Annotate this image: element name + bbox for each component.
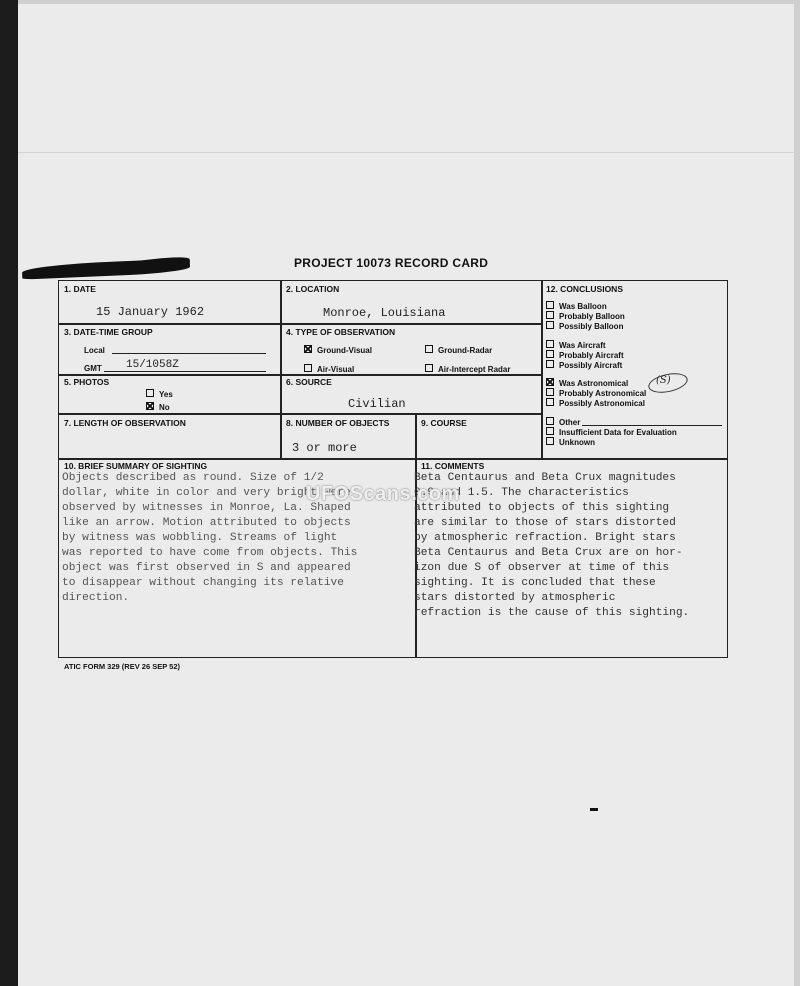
summary-line: object was first observed in S and appeared — [62, 562, 351, 574]
probably-aircraft-label: Probably Aircraft — [559, 351, 624, 360]
was-aircraft-checkbox — [546, 340, 554, 348]
course-label: 9. COURSE — [421, 418, 467, 428]
source-label: 6. SOURCE — [286, 377, 332, 387]
option-air-intercept-radar — [425, 364, 510, 374]
conclusions-label: 12. CONCLUSIONS — [546, 284, 623, 294]
scan-right-edge — [794, 0, 800, 986]
summary-label: 10. BRIEF SUMMARY OF SIGHTING — [64, 461, 208, 471]
probably-aircraft-checkbox — [546, 350, 554, 358]
other-checkbox — [546, 417, 554, 425]
conclusion-possibly-astronomical — [546, 398, 645, 408]
stray-mark — [590, 808, 598, 811]
summary-line: Objects described as round. Size of 1/2 — [62, 472, 324, 484]
conclusion-was-astronomical — [546, 378, 628, 388]
watermark: UFOScans.com — [306, 483, 460, 505]
date-label: 1. DATE — [64, 284, 96, 294]
local-label: Local — [84, 346, 105, 355]
possibly-balloon-label: Possibly Balloon — [559, 322, 624, 331]
comments-label: 11. COMMENTS — [421, 461, 485, 471]
comment-line: are similar to those of stars distorted — [414, 517, 676, 529]
conclusion-probably-astronomical — [546, 388, 646, 398]
divider-row-3 — [58, 413, 542, 415]
insufficient-data-checkbox — [546, 427, 554, 435]
summary-line: by witness was wobbling. Streams of light — [62, 532, 338, 544]
possibly-astronomical-label: Possibly Astronomical — [559, 399, 645, 408]
was-balloon-checkbox — [546, 301, 554, 309]
length-of-observation-label: 7. LENGTH OF OBSERVATION — [64, 418, 186, 428]
conclusion-was-aircraft — [546, 340, 606, 350]
location-label: 2. LOCATION — [286, 284, 340, 294]
summary-line: like an arrow. Motion attributed to objects — [62, 517, 351, 529]
possibly-astronomical-checkbox — [546, 398, 554, 406]
ground-radar-label: Ground-Radar — [438, 346, 493, 355]
source-value: Civilian — [348, 397, 406, 411]
ground-radar-checkbox — [425, 345, 433, 353]
option-ground-radar — [425, 345, 492, 355]
air-intercept-radar-label: Air-Intercept Radar — [438, 365, 511, 374]
type-of-observation-label: 4. TYPE OF OBSERVATION — [286, 327, 396, 337]
was-balloon-label: Was Balloon — [559, 302, 607, 311]
comment-line: by atmospheric refraction. Bright stars — [414, 532, 676, 544]
conclusion-probably-aircraft — [546, 350, 624, 360]
comment-line: izon due S of observer at time of this — [414, 562, 670, 574]
photos-label: 5. PHOTOS — [64, 377, 110, 387]
unknown-checkbox — [546, 437, 554, 445]
summary-line: dollar, white in color and very bright were — [62, 487, 351, 499]
air-visual-label: Air-Visual — [317, 365, 355, 374]
probably-astronomical-checkbox — [546, 388, 554, 396]
divider-row-4 — [58, 458, 728, 460]
number-of-objects-value: 3 or more — [292, 441, 357, 455]
date-time-group-label: 3. DATE-TIME GROUP — [64, 327, 153, 337]
conclusion-unknown — [546, 437, 595, 447]
photos-no-label: No — [159, 403, 170, 412]
photos-yes-label: Yes — [159, 390, 173, 399]
conclusion-probably-balloon — [546, 311, 625, 321]
location-value: Monroe, Louisiana — [323, 306, 446, 320]
other-underline — [582, 425, 722, 426]
was-astronomical-label: Was Astronomical — [559, 379, 629, 388]
comment-line: refraction is the cause of this sighting. — [414, 607, 690, 619]
summary-line: to disappear without changing its relative — [62, 577, 344, 589]
scan-top-edge — [18, 0, 800, 4]
summary-line: direction. — [62, 592, 130, 604]
other-label: Other — [559, 418, 581, 427]
comment-line: Beta Centaurus and Beta Crux are on hor- — [414, 547, 683, 559]
option-ground-visual — [304, 345, 372, 355]
comment-line: Beta Centaurus and Beta Crux magnitudes — [414, 472, 676, 484]
comment-line: attributed to objects of this sighting — [414, 502, 670, 514]
scan-left-edge — [0, 0, 18, 986]
date-value: 15 January 1962 — [96, 305, 205, 319]
possibly-balloon-checkbox — [546, 321, 554, 329]
handwritten-annotation: (S) — [656, 375, 671, 386]
gmt-label: GMT — [84, 364, 102, 373]
comment-line: sighting. It is concluded that these — [414, 577, 656, 589]
conclusion-possibly-aircraft — [546, 360, 622, 370]
gmt-value: 15/1058Z — [126, 359, 179, 371]
was-aircraft-label: Was Aircraft — [559, 341, 606, 350]
possibly-aircraft-checkbox — [546, 360, 554, 368]
divider-col-b — [541, 281, 543, 459]
air-intercept-radar-checkbox — [425, 364, 433, 372]
option-photos-yes — [146, 389, 173, 399]
card-title: PROJECT 10073 RECORD CARD — [294, 256, 489, 270]
summary-line: was reported to have come from objects. This — [62, 547, 358, 559]
summary-line: observed by witnesses in Monroe, La. Shaped — [62, 502, 351, 514]
probably-balloon-checkbox — [546, 311, 554, 319]
comment-line: 0.9 and 1.5. The characteristics — [414, 487, 629, 499]
probably-balloon-label: Probably Balloon — [559, 312, 625, 321]
divider-col-a — [280, 281, 282, 459]
paper-fold-line — [18, 152, 800, 153]
possibly-aircraft-label: Possibly Aircraft — [559, 361, 623, 370]
ground-visual-checkbox — [304, 345, 312, 353]
comment-line: stars distorted by atmospheric — [414, 592, 616, 604]
conclusion-possibly-balloon — [546, 321, 623, 331]
gmt-underline — [104, 371, 266, 372]
conclusion-was-balloon — [546, 301, 607, 311]
ground-visual-label: Ground-Visual — [317, 346, 372, 355]
conclusion-insufficient-data — [546, 427, 677, 437]
number-of-objects-label: 8. NUMBER OF OBJECTS — [286, 418, 390, 428]
probably-astronomical-label: Probably Astronomical — [559, 389, 647, 398]
option-photos-no — [146, 402, 170, 412]
local-underline — [112, 353, 266, 354]
insufficient-data-label: Insufficient Data for Evaluation — [559, 428, 677, 437]
was-astronomical-checkbox — [546, 378, 554, 386]
photos-yes-checkbox — [146, 389, 154, 397]
divider-row-2 — [58, 374, 542, 376]
form-id: ATIC FORM 329 (REV 26 SEP 52) — [64, 662, 181, 671]
unknown-label: Unknown — [559, 438, 595, 447]
photos-no-checkbox — [146, 402, 154, 410]
divider-row-1 — [58, 323, 542, 325]
conclusion-other — [546, 417, 580, 427]
air-visual-checkbox — [304, 364, 312, 372]
option-air-visual — [304, 364, 354, 374]
